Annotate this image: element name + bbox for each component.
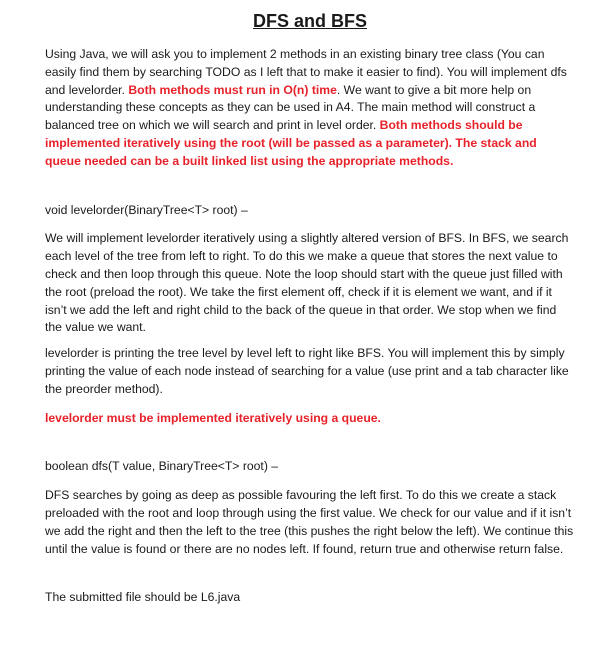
levelorder-paragraph-1: We will implement levelorder iteratively using a slightly altered version of BFS. In BFS, we search each level of the tree from left to right. To do this we make a queue that stores the next value to check and then loop through this queue. Note the loop should start with the queue just filled with the root (preload the root). We take the first element off, check if it is element we want, and if it isn’t we add the left and right child to the back of the queue in that order. We stop when we find the value we want. [45, 231, 569, 335]
levelorder-signature: void levelorder(BinaryTree<T> root) – [45, 202, 248, 217]
intro-text-2: . We want to give a bit more help on understanding these concepts as they can be used in A4. The main method will construct a balanced tree on which we will search and print in level order. [45, 82, 536, 133]
intro-emphasis-runtime: Both methods must run in O(n) time [128, 82, 337, 97]
submission-note: The submitted file should be L6.java [45, 590, 241, 605]
intro-text-1: Using Java, we will ask you to implement 2 methods in an existing binary tree class (You can easily find them by searching TODO as I left that to make it easier to find). You will implement dfs and levelorder. [45, 47, 567, 97]
document-page [45, 10, 575, 607]
document-title: DFS and BFS [252, 11, 367, 31]
intro-paragraph [45, 46, 575, 171]
intro-emphasis-iterative: Both methods should be implemented iteratively using the root (will be passed as a parameter). The stack and queue needed can be a built linked list using the appropriate methods. [45, 118, 537, 168]
dfs-signature: boolean dfs(T value, BinaryTree<T> root) – [45, 459, 279, 474]
levelorder-requirement-note: levelorder must be implemented iteratively using a queue. [45, 410, 381, 425]
dfs-paragraph-1: DFS searches by going as deep as possible favouring the left first. To do this we create a stack preloaded with the root and loop through using the first value. We check for our value and if it isn’t we add the right and then the left to the tree (this pushes the right below the left). We continue this until the value is found or there are no nodes left. If found, return true and otherwise return false. [45, 488, 574, 556]
levelorder-paragraph-2: levelorder is printing the tree level by level left to right like BFS. You will implement this by simply printing the value of each node instead of searching for a value (use print and a tab character like the preorder method). [45, 346, 569, 396]
